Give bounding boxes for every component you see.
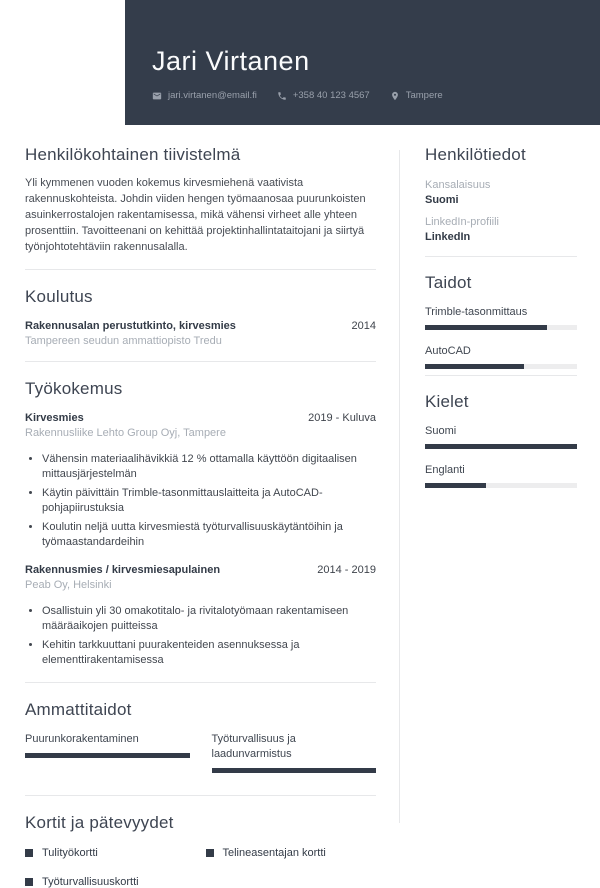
cards-grid — [25, 847, 376, 888]
section-languages — [425, 392, 577, 488]
square-bullet-icon — [25, 849, 33, 857]
square-bullet-icon — [206, 849, 214, 857]
education-title: Koulutus — [25, 287, 93, 306]
location-icon — [390, 91, 400, 101]
section-education — [25, 287, 376, 347]
experience-title: Työkokemus — [25, 379, 123, 398]
card-item — [25, 876, 196, 888]
contact-location — [390, 90, 443, 101]
main-column — [25, 145, 376, 888]
personal-field-label: LinkedIn-profiili — [425, 216, 499, 228]
skill-bar — [425, 325, 577, 330]
personal-field-value: Suomi — [425, 194, 459, 206]
experience-company: Rakennusliike Lehto Group Oyj, Tampere — [25, 427, 226, 439]
section-summary — [25, 145, 376, 255]
skill-item — [425, 345, 577, 369]
education-item — [25, 320, 376, 347]
experience-bullet: • Käytin päivittäin Trimble-tasonmittauslaitteita ja AutoCAD-pohjapiirustuksia — [42, 486, 376, 516]
professional-skill — [25, 732, 190, 773]
education-date: 2014 — [351, 320, 376, 332]
side-column — [425, 145, 577, 503]
personal-field — [425, 179, 577, 206]
contact-phone[interactable] — [277, 90, 370, 101]
experience-company: Peab Oy, Helsinki — [25, 579, 112, 591]
experience-bullet: • Vähensin materiaalihävikkiä 12 % ottamalla käyttöön digitaalisen mittausjärjestelmän — [42, 452, 376, 482]
language-item — [425, 464, 577, 488]
column-divider — [399, 150, 400, 823]
cards-title: Kortit ja pätevyydet — [25, 813, 174, 832]
section-personal — [425, 145, 577, 243]
section-cards — [25, 813, 376, 888]
card-label: Tulityökortti — [42, 847, 98, 859]
experience-date: 2014 - 2019 — [317, 564, 376, 576]
experience-bullet: • Koulutin neljä uutta kirvesmiestä työturvallisuuskäytäntöihin ja työmaastandardeihin — [42, 520, 376, 550]
card-label: Työturvallisuuskortti — [42, 876, 139, 888]
skill-name: AutoCAD — [425, 345, 471, 357]
experience-item — [25, 564, 376, 668]
experience-role: Rakennusmies / kirvesmiesapulainen — [25, 564, 221, 576]
professional-skill — [212, 732, 377, 773]
education-school: Tampereen seudun ammattiopisto Tredu — [25, 335, 222, 347]
professional-skills-title: Ammattitaidot — [25, 700, 132, 719]
contact-email-text: jari.virtanen@email.fi — [168, 90, 257, 101]
experience-bullet: • Osallistuin yli 30 omakotitalo- ja rivitalotyömaan rakentamiseen määräaikojen puitteissa — [42, 604, 376, 634]
skill-bar — [212, 768, 377, 773]
section-divider — [25, 361, 376, 362]
experience-role: Kirvesmies — [25, 412, 84, 424]
contact-location-text: Tampere — [405, 90, 443, 101]
section-divider — [425, 375, 577, 376]
experience-date: 2019 - Kuluva — [308, 412, 376, 424]
personal-title: Henkilötiedot — [425, 145, 526, 164]
language-name: Englanti — [425, 464, 465, 476]
section-experience — [25, 379, 376, 668]
skill-bar — [25, 753, 190, 758]
section-skills — [425, 273, 577, 369]
section-divider — [25, 682, 376, 683]
skill-name: Trimble-tasonmittaus — [425, 306, 528, 318]
experience-item — [25, 412, 376, 550]
experience-bullets — [25, 604, 376, 668]
header-banner — [125, 0, 600, 125]
personal-field — [425, 216, 577, 243]
language-bar — [425, 444, 577, 449]
language-bar — [425, 483, 577, 488]
section-professional-skills — [25, 700, 376, 773]
education-degree: Rakennusalan perustutkinto, kirvesmies — [25, 320, 236, 332]
language-name: Suomi — [425, 425, 457, 437]
section-divider — [25, 269, 376, 270]
candidate-name: Jari Virtanen — [152, 46, 310, 76]
personal-field-label: Kansalaisuus — [425, 179, 491, 191]
section-divider — [425, 256, 577, 257]
card-item — [206, 847, 377, 859]
skills-title: Taidot — [425, 273, 472, 292]
contact-email[interactable] — [152, 90, 257, 101]
phone-icon — [277, 91, 287, 101]
contact-phone-text: +358 40 123 4567 — [292, 90, 370, 101]
professional-skill-name: Työturvallisuus ja laadunvarmistus — [211, 733, 296, 760]
card-item — [25, 847, 196, 859]
section-divider — [25, 795, 376, 796]
square-bullet-icon — [25, 878, 33, 886]
professional-skill-name: Puurunkorakentaminen — [25, 733, 139, 745]
summary-text: Yli kymmenen vuoden kokemus kirvesmiehenä vaativista rakennuskohteista. Johdin viiden hengen työmaanosaa puurunkoisten asuinkerrostalojen rakentamisessa, mikä vähensi virheet alle yhteen prosenttiin. Tavoitteenani on kehittää projektinhallintataitojani ja siirtyä työnjohtotehtäviin rakennusalalla. — [25, 177, 366, 253]
linkedin-link[interactable]: LinkedIn — [425, 231, 471, 243]
language-item — [425, 425, 577, 449]
skill-bar — [425, 364, 577, 369]
experience-bullet: • Kehitin tarkkuuttani puurakenteiden asennuksessa ja elementtirakentamisessa — [42, 638, 376, 668]
card-label: Telineasentajan kortti — [222, 847, 326, 859]
email-icon — [152, 91, 162, 101]
summary-title: Henkilökohtainen tiivistelmä — [25, 145, 241, 164]
languages-title: Kielet — [425, 392, 469, 411]
experience-bullets — [25, 452, 376, 550]
skill-item — [425, 306, 577, 330]
contact-row — [152, 90, 600, 101]
